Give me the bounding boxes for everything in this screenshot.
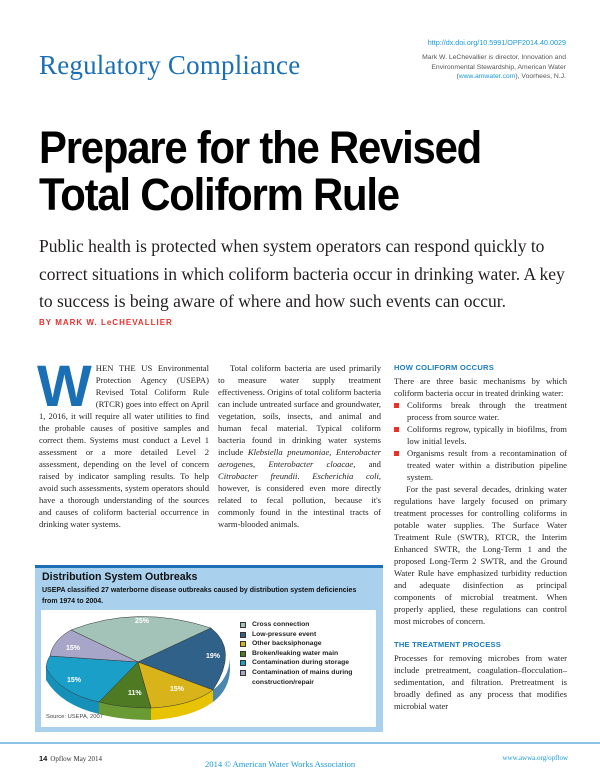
- mechanisms-list: [394, 399, 567, 483]
- legend-item-cross-connection: [240, 620, 370, 630]
- legend-swatch: [240, 632, 246, 638]
- chart-panel: [41, 610, 376, 727]
- footer-copyright: 2014 © American Water Works Association: [205, 759, 356, 769]
- pie-label-storage: 15%: [67, 677, 82, 684]
- paragraph-text: , however, is considered even more directly related to fecal pollution, because it's commonly found in the intestinal tracts of warm-blooded animals.: [218, 471, 381, 529]
- column-3-paragraph-3: Processes for removing microbes from water include pretreatment, coagulation–flocculation–sedimentation, and filtration. Pretreatment is broadly defined as any process that modifies microbial water: [394, 653, 567, 711]
- legend-item-construction: [240, 668, 370, 687]
- separator: ,: [253, 459, 269, 469]
- pie-label-broken-main: 11%: [128, 690, 142, 697]
- author-bio: [392, 53, 566, 82]
- legend-swatch: [240, 651, 246, 657]
- species-name: Citrobacter freundii: [218, 471, 298, 481]
- deck: Public health is protected when system operators can respond quickly to correct situations in which coliform bacteria occur in drinking water. A key to success is being aware of where and how such events can occur.: [39, 236, 565, 311]
- headline-line-2: Total Coliform Rule: [39, 169, 399, 220]
- column-3-intro: There are three basic mechanisms by which coliform bacteria occur in treated drinking water:: [394, 376, 567, 398]
- pie-chart: [41, 610, 241, 727]
- species-name: Enterobacter cloacae: [268, 459, 354, 469]
- legend-label: Other backsiphonage: [252, 640, 322, 648]
- legend-swatch: [240, 670, 246, 676]
- sidebar-description: USEPA classified 27 waterborne disease outbreaks caused by distribution system deficiencies from 1974 to 2004.: [42, 587, 357, 605]
- footer-folio: [39, 754, 102, 763]
- column-3-paragraph-2: For the past several decades, drinking water regulations have largely focused on primary treatment processes for controlling coliforms in potable water supplies. The Surface Water Treatment Rule (SWTR), RTCR, the Interim Enhanced SWTR, the Long-Term 1 and the proposed Long-Term 2 SWTR, and the Ground Water Rule have emphasized turbidity reduction and adequate disinfection as principal components of microbial treatment. When properly applied, these regulations can control most microbes of concern.: [394, 484, 567, 626]
- legend-label: Low-pressure event: [252, 630, 317, 638]
- page-number: 14: [39, 754, 48, 763]
- legend-swatch: [240, 641, 246, 647]
- list-item: [394, 423, 567, 447]
- list-item-text: Coliforms regrow, typically in biofilms, from low initial levels.: [407, 424, 567, 446]
- separator: ,: [329, 447, 336, 457]
- legend-label: Contamination during storage: [252, 659, 350, 667]
- column-3: [394, 362, 567, 712]
- column-1: [37, 354, 209, 530]
- list-item-text: Coliforms break through the treatment process from source water.: [407, 400, 567, 422]
- subhead-treatment-process: THE TREATMENT PROCESS: [394, 640, 502, 649]
- bullet-square-icon: [394, 403, 399, 408]
- legend-label: Contamination of mains during construction/repair: [252, 668, 353, 686]
- sidebar-chart-box: [35, 565, 383, 732]
- doi-link[interactable]: http://dx.doi.org/10.5991/OPF2014.40.0029: [427, 38, 566, 47]
- legend-item-broken-main: [240, 649, 370, 659]
- dropcap: W: [37, 354, 92, 419]
- subhead-how-coliform-occurs: HOW COLIFORM OCCURS: [394, 363, 494, 372]
- column-2-paragraph: [218, 362, 381, 530]
- legend-label: Cross connection: [252, 621, 310, 628]
- legend-item-storage: [240, 658, 370, 668]
- legend-swatch: [240, 660, 246, 666]
- footer-divider: [0, 742, 600, 744]
- species-name: Enterobacter aerogenes: [218, 447, 381, 469]
- list-item: [394, 399, 567, 423]
- pie-label-construction: 15%: [66, 645, 81, 652]
- pie-label-backsiphonage: 15%: [170, 686, 185, 693]
- headline: [39, 124, 523, 218]
- spacer: [394, 627, 567, 639]
- list-item: [394, 447, 567, 483]
- pie-label-low-pressure: 19%: [206, 653, 221, 660]
- separator: .: [297, 471, 313, 481]
- column-2: [218, 362, 381, 530]
- sidebar-title: Distribution System Outbreaks: [42, 571, 198, 583]
- section-title: Regulatory Compliance: [39, 50, 301, 80]
- bullet-square-icon: [394, 451, 399, 456]
- legend-item-low-pressure: [240, 630, 370, 640]
- chart-source: Source: USEPA, 2007: [46, 714, 103, 720]
- byline: BY MARK W. LeCHEVALLIER: [39, 318, 173, 327]
- paragraph-text: Total coliform bacteria are used primarily to measure water supply treatment effectiveness. Origins of total coliform bacteria can include untreated surface and groundwater, vegetation, soils, insects, and animal and human fecal material. Typical coliform bacteria found in drinking water systems include: [218, 363, 381, 457]
- separator: , and: [353, 459, 381, 469]
- headline-line-1: Prepare for the Revised: [39, 122, 482, 173]
- bullet-square-icon: [394, 427, 399, 432]
- footer-url-link[interactable]: www.awwa.org/opflow: [502, 754, 568, 762]
- species-name: Klebsiella pneumoniae: [247, 447, 330, 457]
- publication-issue: Opflow May 2014: [50, 755, 103, 763]
- species-name: Escherichia coli: [312, 471, 379, 481]
- list-item-text: Organisms result from a recontamination of treated water within a distribution pipeline system.: [407, 448, 567, 482]
- legend-swatch: [240, 622, 246, 628]
- legend-label: Broken/leaking water main: [252, 649, 339, 657]
- author-website-link[interactable]: www.amwater.com: [458, 73, 516, 81]
- chart-legend: [240, 620, 370, 687]
- column-1-paragraph: HEN THE US Environmental Protection Agency (USEPA) Revised Total Coliform Rule (RTCR) goes into effect on April 1, 2016, it will require all water utilities to find the probable causes of positive samples and correct them. Systems must conduct a Level 1 assessment or a more detailed Level 2 assessment, depending on the level of concern raised by indicator sampling results. To help avoid such assessments, system operators should have a thorough understanding of the sources and causes of coliform bacterial occurrence in drinking water systems.: [39, 363, 209, 529]
- legend-item-backsiphonage: [240, 639, 370, 649]
- author-bio-location: ), Voorhees, N.J.: [515, 73, 566, 81]
- author-bio-text: Mark W. LeChevallier is director, Innovation and Environmental Stewardship, American Water (: [422, 54, 566, 81]
- pie-label-cross-connection: 25%: [135, 618, 150, 625]
